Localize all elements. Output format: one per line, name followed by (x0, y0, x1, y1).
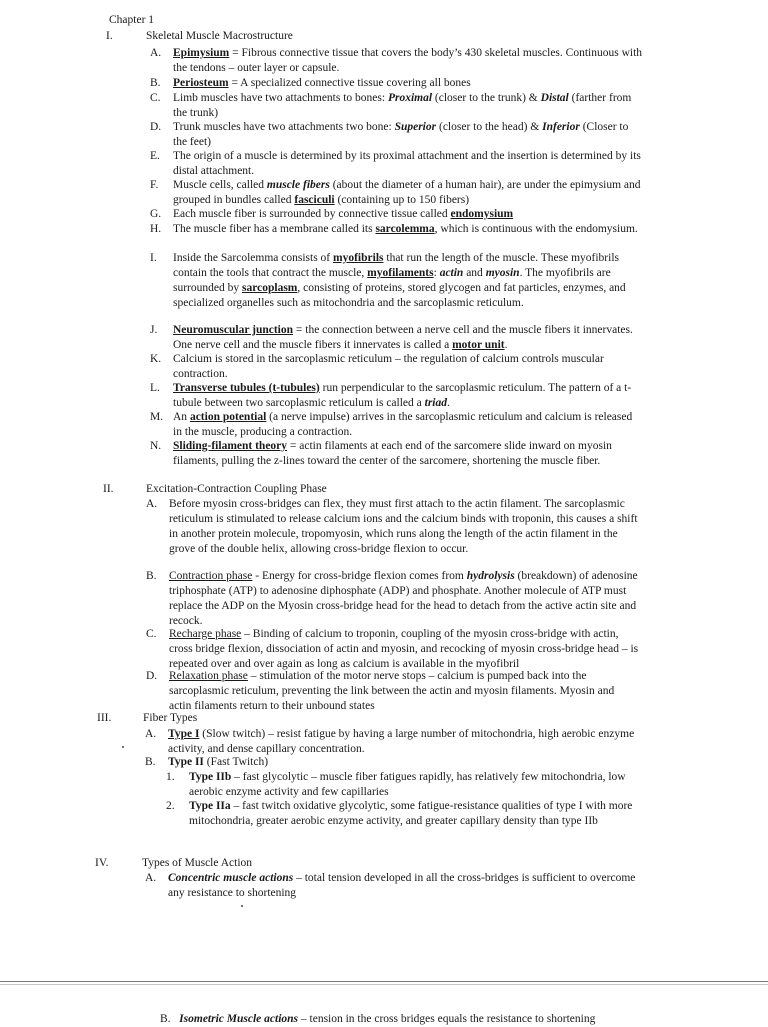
outline-item (150, 222, 643, 237)
item-text (168, 755, 638, 770)
section-number: IV. (95, 857, 109, 869)
chapter-heading: Chapter 1 (109, 14, 155, 26)
term: myofilaments (367, 266, 434, 279)
term: Neuromuscular junction (173, 324, 294, 336)
text-run: run perpendicular to the sarcoplasmic reticulum. The pattern of a t-tubule between two sarcoplasmic reticulum is called a (173, 382, 632, 409)
section-number: III. (97, 712, 112, 724)
emphasis: muscle fibers (266, 179, 330, 191)
emphasis: Superior (394, 121, 437, 133)
text-run: . (447, 396, 450, 409)
next-page-partial-line (160, 1012, 595, 1027)
page-break-line (0, 984, 768, 985)
text-run: = the connection between a nerve cell and the muscle fibers it innervates. One nerve cell and the muscle fibers it innervates is called a (173, 324, 633, 351)
term: Contraction phase (169, 570, 253, 582)
text-run: (closer to the head) & (436, 121, 543, 133)
text-run: (farther from the trunk) (173, 92, 632, 119)
outline-item (145, 727, 638, 757)
emphasis: myosin (485, 266, 520, 279)
item-label: G. (150, 208, 162, 220)
outline-item (146, 569, 639, 629)
text-run: (breakdown) of adenosine triphosphate (ATP) to adenosine diphosphate (ADP) and phosphate. Another molecule of ATP must replace the ADP on the Myosin cross-bridge head for the head to detach from the active actin site and recock. (169, 570, 638, 627)
item-label: D. (150, 121, 162, 133)
text-run: (a nerve impulse) arrives in the sarcoplasmic reticulum and calcium is released in the muscle, producing a contraction. (173, 411, 633, 438)
emphasis: actin (439, 266, 464, 279)
item-label: D. (146, 670, 158, 682)
term: action potential (189, 411, 267, 423)
item-text (169, 627, 639, 672)
item-label: F. (150, 179, 159, 191)
outline-item (150, 410, 643, 440)
outline-item (150, 149, 643, 179)
outline-item (150, 207, 643, 222)
term: sarcoplasm (242, 281, 298, 294)
outline-item (150, 76, 643, 91)
emphasis: Distal (540, 92, 569, 104)
term: Sliding-filament theory (173, 440, 288, 452)
section-title: Excitation-Contraction Coupling Phase (146, 483, 327, 495)
scan-mark (241, 905, 243, 907)
text-run: : (433, 266, 440, 279)
emphasis: Inferior (542, 121, 580, 133)
item-text (173, 323, 643, 353)
item-text (168, 871, 638, 901)
text-run: , consisting of proteins, stored glycogen and fat particles, enzymes, and specialized organelles such as mitochondria and the sarcoplasmic reticulum. (173, 281, 626, 309)
item-label: 1. (166, 771, 175, 783)
term: motor unit (452, 338, 505, 351)
term: sarcolemma (375, 223, 435, 235)
item-text (169, 569, 639, 629)
emphasis: Proximal (387, 92, 433, 104)
text-run: An (173, 411, 190, 423)
text-run: Muscle cells, called (173, 179, 267, 191)
item-text: Before myosin cross-bridges can flex, they must first attach to the actin filament. The sarcoplasmic reticulum is stimulated to release calcium ions and the calcium binds with troponin, this causes a shift in another protein molecule, tropomyosin, which runs along the length of the actin filament in the grove of the double helix, allowing cross-bridge flexion to occur. (169, 498, 638, 555)
text-run: – stimulation of the motor nerve stops – calcium is pumped back into the sarcoplasmic reticulum, preventing the link between the actin and myosin filaments. Myosin and actin filaments return to their unbound states (169, 670, 615, 712)
item-label: A. (150, 47, 162, 59)
text-run: – Binding of calcium to troponin, coupling of the myosin cross-bridge with actin, cross bridge flexion, dissociation of actin and myosin, and recocking of myosin cross-bridge head – is repeated over and over again as long as calcium is available in the myofibril (169, 628, 639, 670)
text-run: (Closer to the feet) (173, 121, 629, 148)
item-text: Calcium is stored in the sarcoplasmic reticulum – the regulation of calcium controls muscular contraction. (173, 353, 604, 380)
text-run: . (504, 338, 508, 351)
text-run: = Fibrous connective tissue that covers the body’s 430 skeletal muscles. Continuous with the tendons – outer layer or capsule. (173, 47, 643, 74)
item-label: 2. (166, 800, 175, 812)
item-label: N. (150, 440, 162, 452)
item-text (173, 46, 643, 76)
term: Type II (168, 756, 204, 768)
text-run: = actin filaments at each end of the sarcomere slide inward on myosin filaments, pulling the z-lines toward the center of the sarcomere, shortening the muscle fiber. (173, 440, 612, 467)
outline-item (145, 755, 638, 770)
item-label: B. (145, 756, 156, 768)
item-label: A. (145, 728, 157, 740)
term: Relaxation phase (169, 670, 248, 682)
item-text (173, 91, 643, 121)
text-run: The muscle fiber has a membrane called its (173, 223, 376, 235)
text-run: Inside the Sarcolemma consists of (173, 252, 334, 264)
scan-mark (122, 746, 124, 748)
text-run: – tension in the cross bridges equals the resistance to shortening (298, 1013, 596, 1025)
item-label: J. (150, 324, 158, 336)
outline-item (150, 439, 643, 469)
term: Epimysium (173, 47, 230, 59)
term: Recharge phase (169, 628, 242, 640)
outline-item (150, 91, 643, 121)
text-run: – fast twitch oxidative glycolytic, some fatigue-resistance qualities of type I with more mitochondria, greater aerobic enzyme activity, and greater capillary density than type IIb (189, 800, 633, 827)
emphasis: Isometric Muscle actions (179, 1013, 299, 1025)
section-number: II. (103, 483, 114, 495)
outline-subitem (166, 799, 637, 829)
text-run: , which is continuous with the endomysium. (434, 223, 638, 235)
item-label: B. (146, 570, 157, 582)
item-label: L. (150, 382, 160, 394)
outline-subitem (166, 770, 637, 800)
text-run: that run the length of the muscle. These myofibrils contain the tools that contract the muscle, (173, 252, 619, 279)
term: fasciculi (294, 193, 335, 206)
text-run: = A specialized connective tissue covering all bones (228, 77, 471, 89)
outline-item (146, 497, 639, 557)
item-label: B. (160, 1013, 171, 1025)
item-label: I. (150, 252, 157, 264)
item-label: H. (150, 223, 162, 235)
text-run: . The myofibrils are surrounded by (173, 266, 611, 294)
text-run: Limb muscles have two attachments to bones: (173, 92, 388, 104)
emphasis: Concentric muscle actions (168, 872, 294, 884)
text-run: (Fast Twitch) (203, 756, 269, 768)
item-text (168, 727, 638, 757)
section-number: I. (106, 30, 113, 42)
term: Type I (168, 728, 200, 740)
emphasis: triad (424, 396, 448, 409)
item-label: E. (150, 150, 160, 162)
text-run: – total tension developed in all the cross-bridges is sufficient to overcome any resistance to shortening (168, 872, 636, 899)
page-break-line (0, 981, 768, 982)
term: Transverse tubules (t-tubules) (173, 382, 320, 394)
item-text (189, 770, 637, 800)
text-run: Trunk muscles have two attachments two bone: (173, 121, 395, 133)
emphasis: hydrolysis (466, 570, 515, 582)
text-run: (Slow twitch) – resist fatigue by having a large number of mitochondria, high aerobic enzyme activity, and dense capillary concentration. (168, 728, 635, 755)
outline-item (146, 627, 639, 672)
text-run: – fast glycolytic – muscle fiber fatigues rapidly, has relatively few mitochondria, low aerobic enzyme activity and few capillaries (189, 771, 626, 798)
text-run: Each muscle fiber is surrounded by connective tissue called (173, 208, 451, 220)
item-label: C. (146, 628, 157, 640)
item-text (173, 76, 643, 91)
outline-item (150, 323, 643, 353)
item-label: M. (150, 411, 164, 423)
text-run: and (463, 266, 486, 279)
outline-item (150, 120, 643, 150)
outline-item (146, 669, 639, 714)
text-run: (about the diameter of a human hair), are under the epimysium and grouped in bundles called (173, 179, 641, 206)
section-title: Types of Muscle Action (142, 857, 253, 869)
section-title: Fiber Types (143, 712, 198, 724)
outline-item (150, 46, 643, 76)
term: Type IIb (189, 771, 232, 783)
item-text (173, 381, 643, 411)
item-label: B. (150, 77, 161, 89)
term: Periosteum (173, 77, 229, 89)
item-label: A. (145, 872, 157, 884)
item-text (169, 669, 639, 714)
item-label: A. (146, 498, 158, 510)
item-text: The origin of a muscle is determined by its proximal attachment and the insertion is determined by its distal attachment. (173, 150, 641, 177)
item-label: C. (150, 92, 161, 104)
outline-item (145, 871, 638, 901)
item-text (173, 207, 643, 222)
term: myofibrils (333, 252, 384, 264)
outline-item (150, 178, 643, 208)
term: endomysium (450, 208, 514, 220)
text-run: (closer to the trunk) & (432, 92, 541, 104)
text-run: (containing up to 150 fibers) (334, 193, 470, 206)
outline-item (150, 352, 643, 382)
text-run: - Energy for cross-bridge flexion comes from (252, 570, 467, 582)
item-text (189, 799, 637, 829)
item-text (173, 120, 643, 150)
term: Type IIa (189, 800, 231, 812)
outline-item (150, 251, 643, 311)
item-text (173, 439, 643, 469)
outline-item (150, 381, 643, 411)
item-text (173, 410, 643, 440)
section-title: Skeletal Muscle Macrostructure (146, 30, 293, 42)
item-text (173, 222, 643, 237)
item-text (173, 251, 643, 311)
item-label: K. (150, 353, 162, 365)
item-text (173, 178, 643, 208)
